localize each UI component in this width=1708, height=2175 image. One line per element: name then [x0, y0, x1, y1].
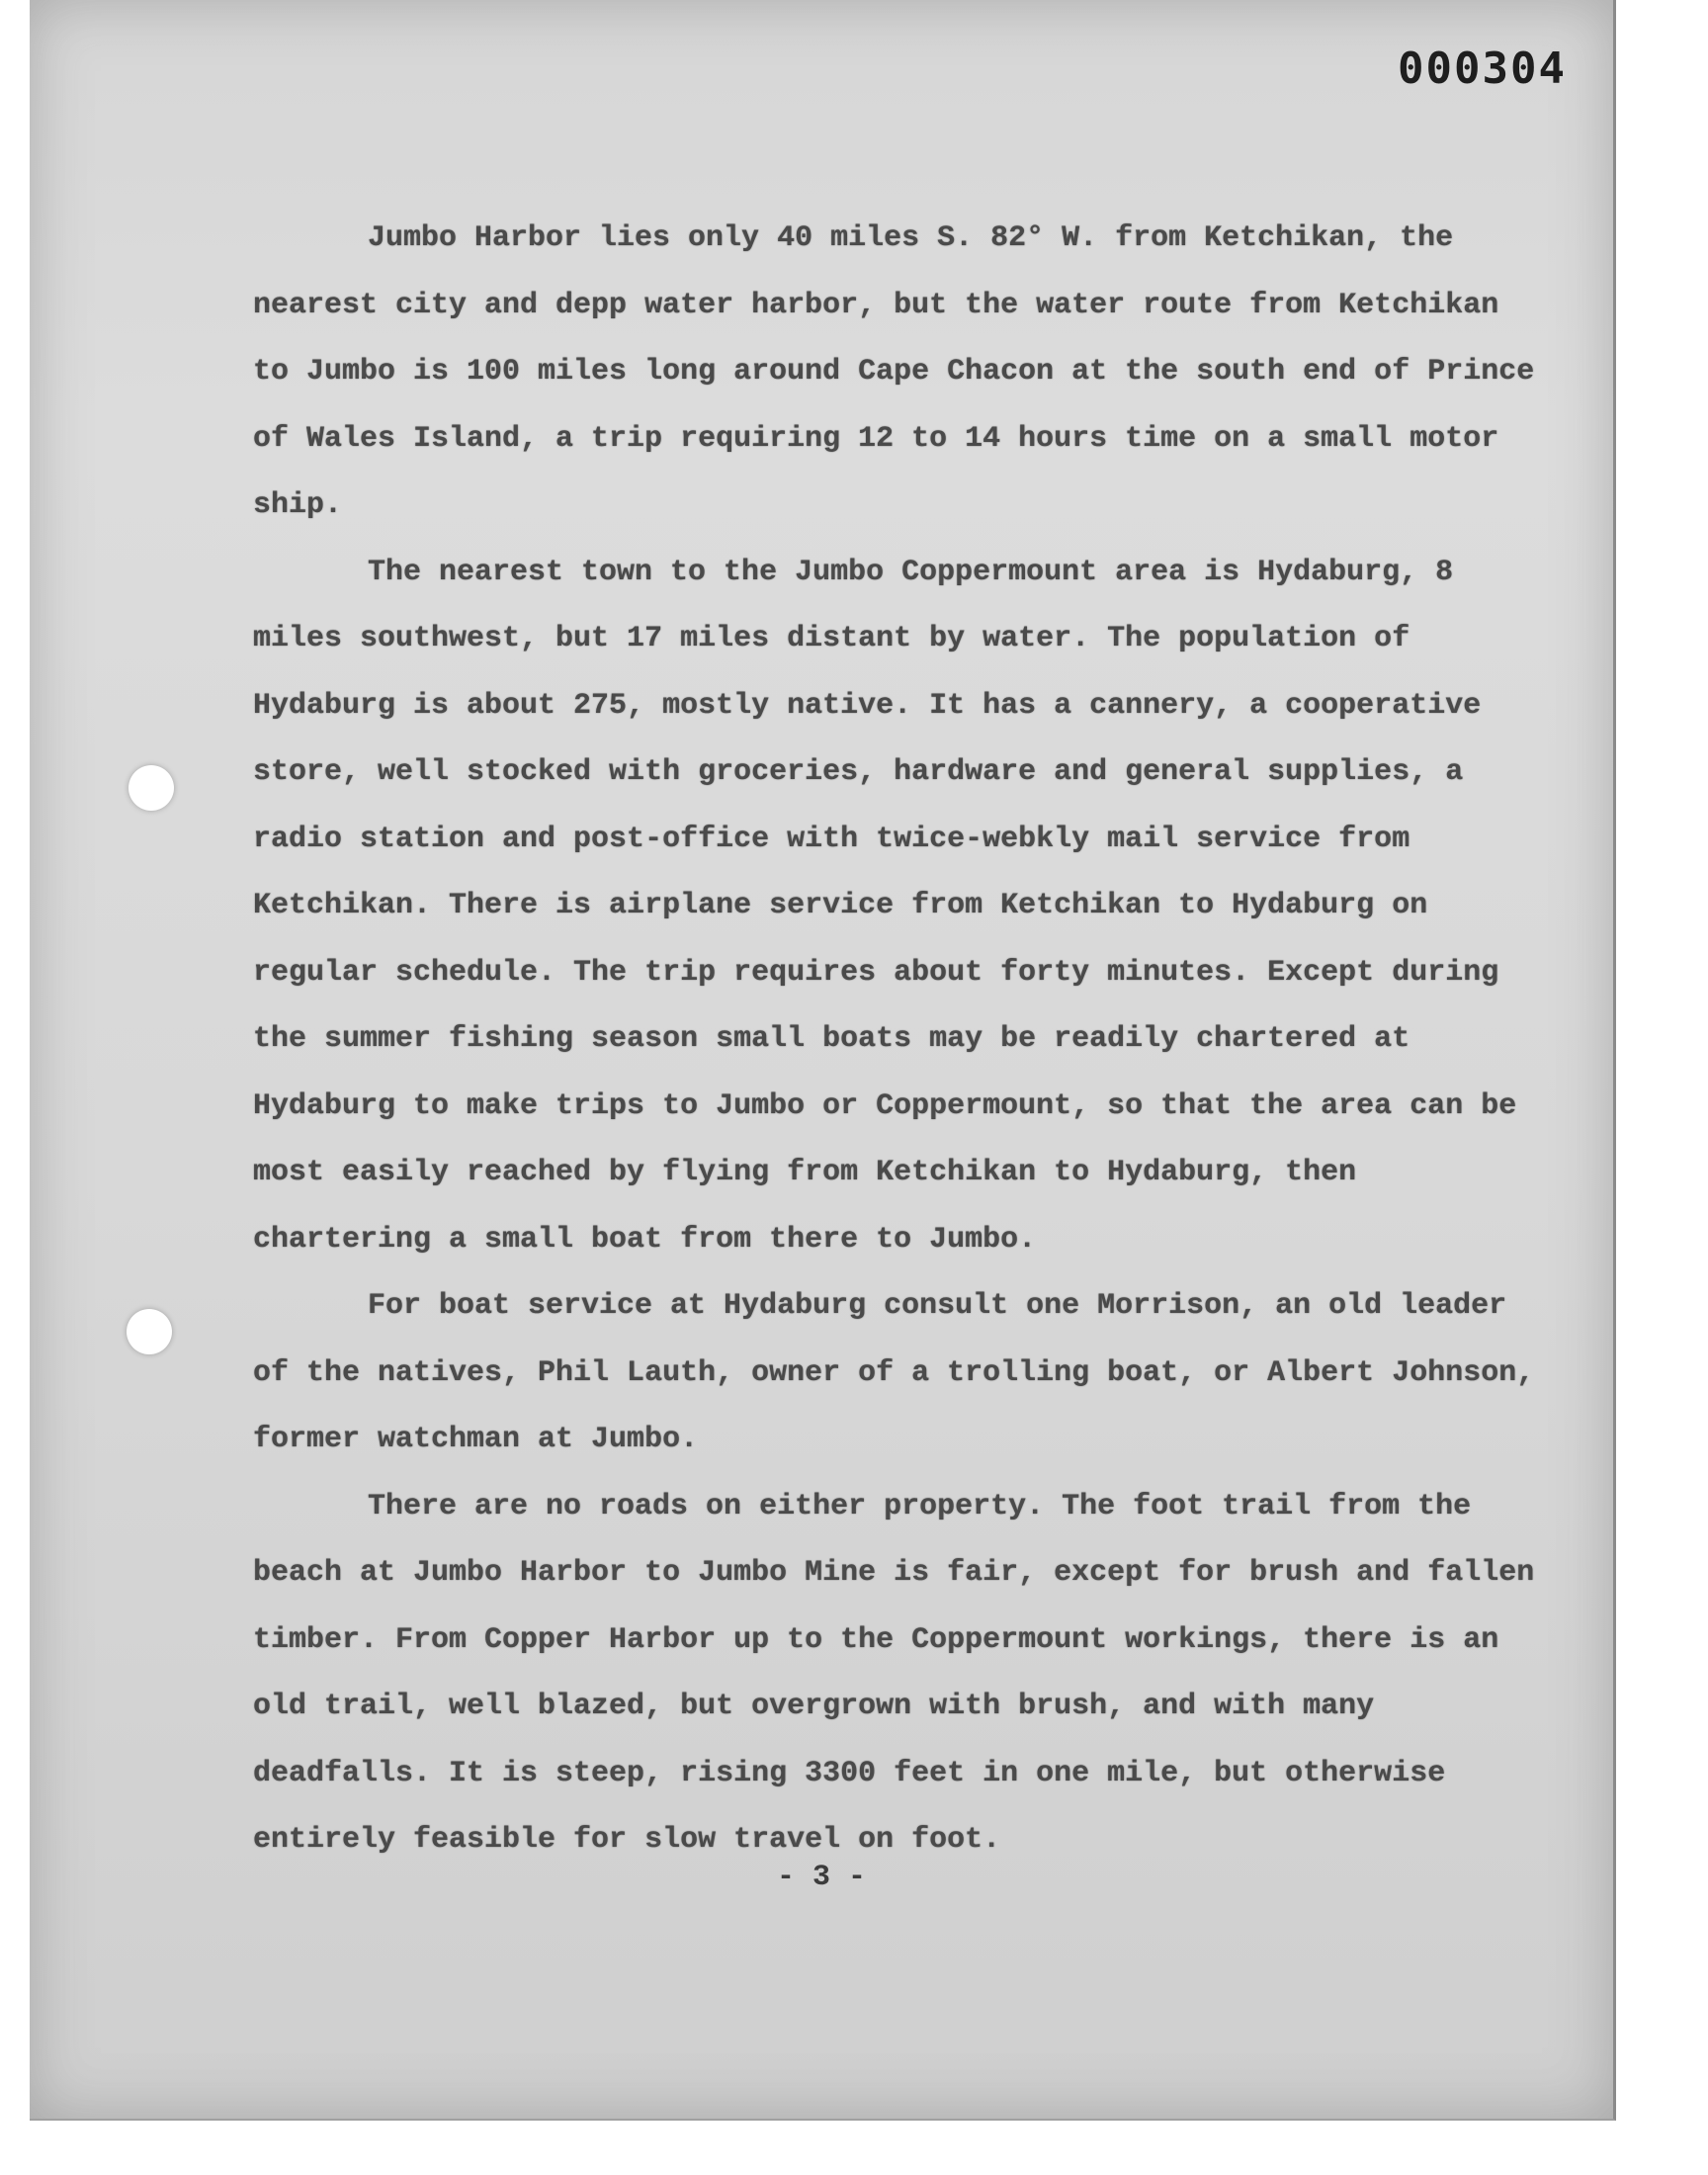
scanned-page — [30, 0, 1616, 2121]
punch-hole — [127, 1309, 172, 1354]
paragraph-4: There are no roads on either property. The foot trail from the beach at Jumbo Harbor to Jumbo Mine is fair, except for brush and fallen timber. From Copper Harbor up to the Coppermount workings, there is an old trail, well blazed, but overgrown with brush, and with many deadfalls. It is steep, rising 3300 feet in one mile, but otherwise entirely feasible for slow travel on foot. — [253, 1489, 1535, 1857]
paragraph-1: Jumbo Harbor lies only 40 miles S. 82° W. from Ketchikan, the nearest city and depp water harbor, but the water route from Ketchikan to Jumbo is 100 miles long around Cape Chacon at the south end of Prince of Wales Island, a trip requiring 12 to 14 hours time on a small motor ship. — [253, 221, 1535, 522]
body-text — [253, 206, 1538, 1874]
punch-hole — [128, 765, 174, 811]
page-number: - 3 - — [776, 1861, 866, 1894]
paragraph-3: For boat service at Hydaburg consult one Morrison, an old leader of the natives, Phil Lauth, owner of a trolling boat, or Albert Johnson, former watchman at Jumbo. — [253, 1289, 1535, 1456]
document-stamp-number: 000304 — [1398, 44, 1567, 94]
paragraph-2: The nearest town to the Jumbo Coppermount area is Hydaburg, 8 miles southwest, but 17 miles distant by water. The population of Hydaburg is about 275, mostly native. It has a cannery, a cooperative store, well stocked with groceries, hardware and general supplies, a radio station and post-office with twice-webkly mail service from Ketchikan. There is airplane service from Ketchikan to Hydaburg on regular schedule. The trip requires about forty minutes. Except during the summer fishing season small boats may be readily chartered at Hydaburg to make trips to Jumbo or Coppermount, so that the area can be most easily reached by flying from Ketchikan to Hydaburg, then chartering a small boat from there to Jumbo. — [253, 555, 1517, 1257]
